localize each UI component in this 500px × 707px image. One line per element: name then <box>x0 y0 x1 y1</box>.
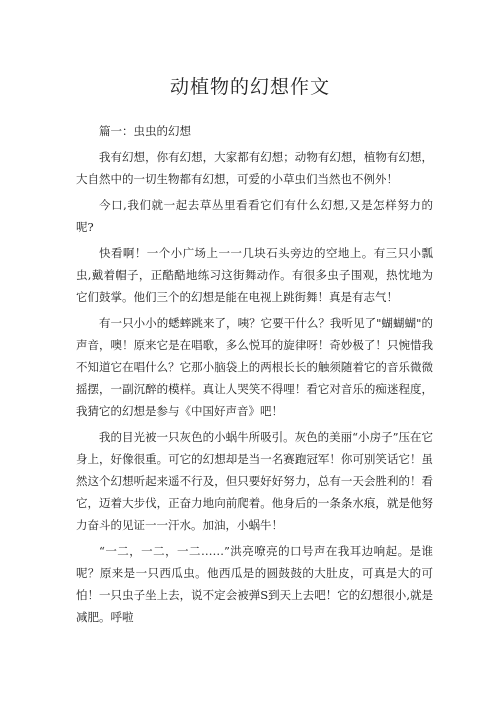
paragraph: 有一只小小的蟋蟀跳来了，咦？它要干什么？我听见了"蝴蝴蝴"的声音，噢！原来它是在唱歌，多么悦耳的旋律呀！奇妙极了！只惋惜我不知道它在唱什么？它那小脑袋上的两根长长的触须随着它的音乐微微摇摆，一副沉醉的模样。真让人哭笑不得哩！看它对音乐的痴迷程度，我猜它的幻想是参与《中国好声音》吧！ <box>76 316 433 418</box>
paragraph: 我有幻想，你有幻想，大家都有幻想；动物有幻想，植物有幻想，大自然中的一切生物都有幻想，可爱的小草虫们当然也不例外！ <box>76 150 433 186</box>
paragraph: “一二，一二，一二……”洪亮嘹亮的口号声在我耳边响起。是谁呢？原来是一只西瓜虫。他西瓜是的圆鼓鼓的大肚皮，可真是大的可怕！一只虫子坐上去，说不定会被弹S到天上去吧！它的幻想很小,就是减肥。呼啦 <box>76 544 433 624</box>
section-heading: 篇一：虫虫的幻想 <box>99 124 191 138</box>
paragraph: 快看啊！一个小广场上一一几块石头旁边的空地上。有三只小瓢虫,戴着帽子，正酷酷地练习这街舞动作。有很多虫子围观，热忱地为它们鼓掌。他们三个的幻想是能在电视上跳街舞！真是有志气！ <box>76 246 433 304</box>
document-title: 动植物的幻想作文 <box>169 76 330 98</box>
paragraph: 我的目光被一只灰色的小蜗牛所吸引。灰色的美丽“小房子”压在它身上，好像很重。可它的幻想却是当一名赛跑冠军！你可别笑话它！虽然这个幻想听起来遥不行及，但只要好好努力，总有一天会胜利的！看它，迈着大步伐，正奋力地向前爬着。他身后的一条条水痕，就是他努力奋斗的见证一一汗水。加油，小蜗牛！ <box>76 430 433 532</box>
document-body <box>76 120 433 632</box>
paragraph: 今口,我们就一起去草丛里看看它们有什么幻想,又是怎样努力的呢? <box>76 198 433 234</box>
